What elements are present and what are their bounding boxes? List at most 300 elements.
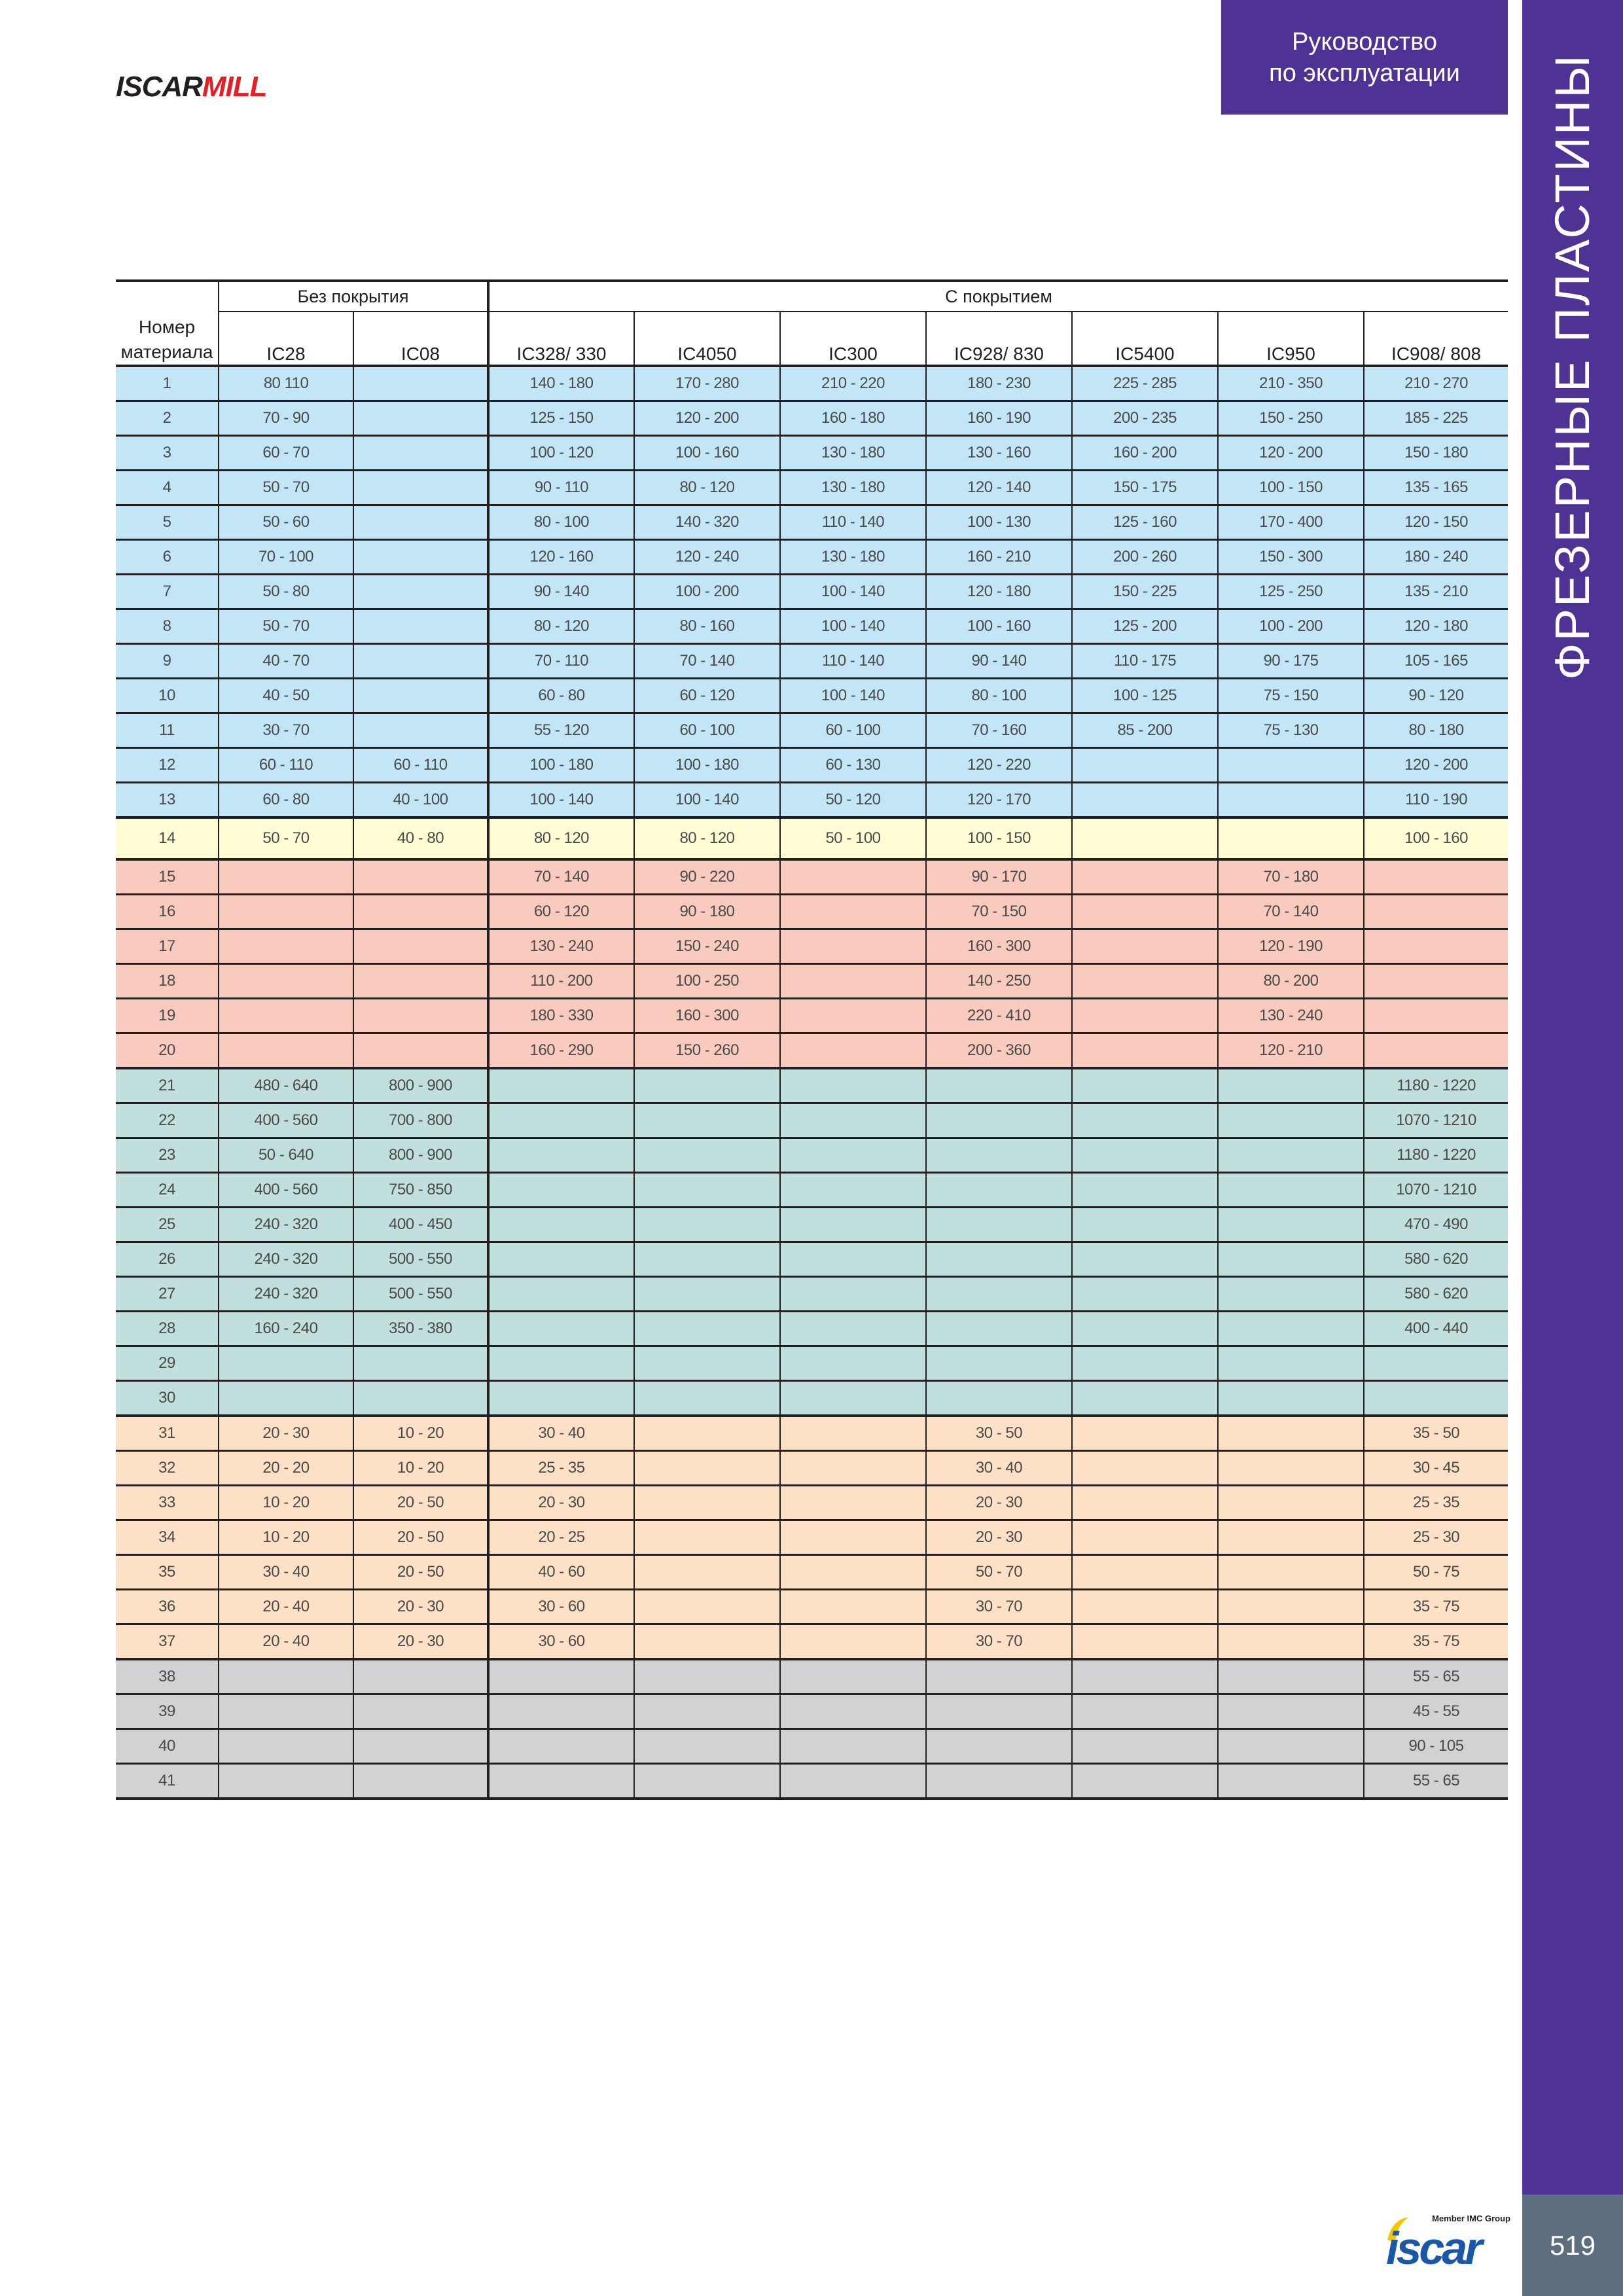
speed-range-cell: 125 - 250 [1218, 575, 1364, 609]
speed-range-cell [219, 1033, 353, 1069]
speed-range-cell: 30 - 40 [926, 1451, 1072, 1486]
speed-range-cell: 135 - 165 [1364, 471, 1508, 505]
material-header-line-1: Номер [138, 317, 196, 337]
speed-range-cell [1072, 1729, 1218, 1764]
speed-range-cell: 50 - 70 [219, 609, 353, 644]
speed-range-cell: 580 - 620 [1364, 1242, 1508, 1277]
material-number-cell: 9 [116, 644, 219, 679]
material-number-cell: 4 [116, 471, 219, 505]
speed-range-cell [1072, 1695, 1218, 1729]
speed-range-cell [1218, 1451, 1364, 1486]
speed-range-cell [780, 1416, 926, 1451]
speed-range-cell [1218, 1659, 1364, 1695]
logo-part-iscar: ISCAR [116, 71, 202, 103]
speed-range-cell: 1070 - 1210 [1364, 1173, 1508, 1208]
table-row [116, 817, 1508, 859]
speed-range-cell: 210 - 350 [1218, 366, 1364, 401]
speed-range-cell [353, 1764, 488, 1799]
speed-range-cell [1364, 999, 1508, 1033]
speed-range-cell [353, 859, 488, 895]
speed-range-cell [634, 1590, 780, 1624]
speed-range-cell: 60 - 80 [219, 783, 353, 818]
speed-range-cell [634, 1695, 780, 1729]
speed-range-cell: 100 - 130 [926, 505, 1072, 540]
table-row [116, 1451, 1508, 1486]
table-row [116, 1173, 1508, 1208]
material-number-cell: 19 [116, 999, 219, 1033]
speed-range-cell: 170 - 400 [1218, 505, 1364, 540]
speed-range-cell [634, 1242, 780, 1277]
speed-range-cell [780, 964, 926, 999]
table-row [116, 575, 1508, 609]
material-number-cell: 37 [116, 1624, 219, 1660]
speed-range-cell: 20 - 30 [353, 1624, 488, 1660]
speed-range-cell [219, 859, 353, 895]
speed-range-cell [1072, 1486, 1218, 1520]
speed-range-cell: 750 - 850 [353, 1173, 488, 1208]
speed-range-cell [353, 1346, 488, 1381]
speed-range-cell: 55 - 120 [488, 713, 634, 748]
speed-range-cell: 75 - 130 [1218, 713, 1364, 748]
material-number-cell: 30 [116, 1381, 219, 1416]
speed-range-cell: 150 - 180 [1364, 436, 1508, 471]
speed-range-cell: 120 - 220 [926, 748, 1072, 783]
speed-range-cell [353, 679, 488, 713]
speed-range-cell [353, 644, 488, 679]
group-coated-header: С покрытием [488, 281, 1508, 312]
guide-line-2: по эксплуатации [1269, 59, 1460, 87]
speed-range-cell [488, 1312, 634, 1346]
speed-range-cell: 160 - 210 [926, 540, 1072, 575]
speed-range-cell: 130 - 180 [780, 471, 926, 505]
speed-range-cell: 50 - 70 [926, 1555, 1072, 1590]
speed-range-cell [780, 1208, 926, 1242]
page-number: 519 [1522, 2195, 1623, 2296]
speed-range-cell: 210 - 220 [780, 366, 926, 401]
speed-range-cell: 40 - 50 [219, 679, 353, 713]
speed-range-cell: 240 - 320 [219, 1277, 353, 1312]
speed-range-cell [780, 1033, 926, 1069]
table-row [116, 964, 1508, 999]
speed-range-cell [780, 929, 926, 964]
speed-range-cell [1072, 1242, 1218, 1277]
speed-range-cell: 100 - 160 [1364, 817, 1508, 859]
speed-range-cell: 90 - 105 [1364, 1729, 1508, 1764]
speed-range-cell: 90 - 110 [488, 471, 634, 505]
speed-range-cell [219, 1729, 353, 1764]
speed-range-cell [1218, 1242, 1364, 1277]
speed-range-cell: 150 - 240 [634, 929, 780, 964]
speed-range-cell: 140 - 180 [488, 366, 634, 401]
material-number-cell: 31 [116, 1416, 219, 1451]
table-row [116, 895, 1508, 929]
speed-range-cell [926, 1346, 1072, 1381]
table-row [116, 929, 1508, 964]
speed-range-cell [1364, 1346, 1508, 1381]
speed-range-cell: 20 - 30 [488, 1486, 634, 1520]
speed-range-cell [353, 471, 488, 505]
speed-range-cell: 20 - 20 [219, 1451, 353, 1486]
material-number-cell: 35 [116, 1555, 219, 1590]
speed-range-cell: 120 - 190 [1218, 929, 1364, 964]
speed-range-cell: 225 - 285 [1072, 366, 1218, 401]
material-number-cell: 39 [116, 1695, 219, 1729]
speed-range-cell: 470 - 490 [1364, 1208, 1508, 1242]
speed-range-cell [1218, 1520, 1364, 1555]
speed-range-cell [780, 895, 926, 929]
speed-range-cell: 70 - 140 [1218, 895, 1364, 929]
iscar-imc-logo [1386, 2214, 1510, 2272]
speed-range-cell: 100 - 140 [488, 783, 634, 818]
table-row [116, 1068, 1508, 1103]
speed-range-cell: 100 - 160 [634, 436, 780, 471]
speed-range-cell: 80 110 [219, 366, 353, 401]
grade-header: IC950 [1218, 312, 1364, 366]
speed-range-cell: 35 - 50 [1364, 1416, 1508, 1451]
speed-range-cell: 90 - 220 [634, 859, 780, 895]
speed-range-cell [1072, 895, 1218, 929]
material-number-cell: 15 [116, 859, 219, 895]
speed-range-cell [1364, 895, 1508, 929]
cutting-speed-table [116, 279, 1508, 1800]
speed-range-cell [926, 1659, 1072, 1695]
speed-range-cell [488, 1138, 634, 1173]
speed-range-cell [1072, 817, 1218, 859]
table-row [116, 471, 1508, 505]
table-row [116, 1624, 1508, 1660]
speed-range-cell: 20 - 25 [488, 1520, 634, 1555]
speed-range-cell [780, 1173, 926, 1208]
material-header-line-2: материала [120, 342, 213, 362]
speed-range-cell [219, 1659, 353, 1695]
table-row [116, 366, 1508, 401]
material-number-cell: 41 [116, 1764, 219, 1799]
speed-range-cell [780, 1729, 926, 1764]
speed-range-cell: 70 - 90 [219, 401, 353, 436]
speed-range-cell [780, 1659, 926, 1695]
speed-range-cell: 700 - 800 [353, 1103, 488, 1138]
material-number-cell: 3 [116, 436, 219, 471]
table-row [116, 1695, 1508, 1729]
speed-range-cell: 50 - 80 [219, 575, 353, 609]
grade-header: IC4050 [634, 312, 780, 366]
speed-range-cell: 30 - 70 [926, 1624, 1072, 1660]
speed-range-cell: 25 - 30 [1364, 1520, 1508, 1555]
speed-range-cell [634, 1659, 780, 1695]
speed-range-cell: 20 - 30 [219, 1416, 353, 1451]
speed-range-cell: 100 - 140 [780, 679, 926, 713]
speed-range-cell: 70 - 150 [926, 895, 1072, 929]
material-number-cell: 27 [116, 1277, 219, 1312]
material-number-cell: 32 [116, 1451, 219, 1486]
speed-range-cell [488, 1695, 634, 1729]
grade-header: IC5400 [1072, 312, 1218, 366]
speed-range-cell: 500 - 550 [353, 1277, 488, 1312]
speed-range-cell: 150 - 300 [1218, 540, 1364, 575]
speed-range-cell: 240 - 320 [219, 1208, 353, 1242]
speed-range-cell: 150 - 225 [1072, 575, 1218, 609]
speed-range-cell: 90 - 120 [1364, 679, 1508, 713]
speed-range-cell: 40 - 80 [353, 817, 488, 859]
speed-range-cell [1218, 1695, 1364, 1729]
speed-range-cell: 80 - 120 [488, 817, 634, 859]
speed-range-cell: 10 - 20 [219, 1486, 353, 1520]
speed-range-cell [634, 1451, 780, 1486]
speed-range-cell [1072, 1173, 1218, 1208]
speed-range-cell [780, 859, 926, 895]
speed-range-cell [1218, 1764, 1364, 1799]
speed-range-cell [634, 1555, 780, 1590]
speed-range-cell: 150 - 175 [1072, 471, 1218, 505]
speed-range-cell [488, 1208, 634, 1242]
speed-range-cell: 30 - 45 [1364, 1451, 1508, 1486]
speed-range-cell: 120 - 210 [1218, 1033, 1364, 1069]
material-number-header [116, 281, 219, 366]
speed-range-cell: 350 - 380 [353, 1312, 488, 1346]
speed-range-cell [780, 1138, 926, 1173]
speed-range-cell [1218, 1624, 1364, 1660]
speed-range-cell [780, 1695, 926, 1729]
table-row [116, 1486, 1508, 1520]
speed-range-cell: 110 - 175 [1072, 644, 1218, 679]
speed-range-cell: 50 - 70 [219, 471, 353, 505]
speed-range-cell [353, 1729, 488, 1764]
table-row [116, 859, 1508, 895]
speed-range-cell: 220 - 410 [926, 999, 1072, 1033]
speed-range-cell: 40 - 100 [353, 783, 488, 818]
speed-range-cell [353, 1033, 488, 1069]
speed-range-cell: 800 - 900 [353, 1138, 488, 1173]
speed-range-cell: 50 - 60 [219, 505, 353, 540]
speed-range-cell: 20 - 50 [353, 1555, 488, 1590]
speed-range-cell [926, 1173, 1072, 1208]
speed-range-cell: 50 - 640 [219, 1138, 353, 1173]
speed-range-cell [1218, 1312, 1364, 1346]
speed-range-cell: 100 - 140 [780, 609, 926, 644]
speed-range-cell [1072, 783, 1218, 818]
speed-range-cell [1218, 1173, 1364, 1208]
table-row [116, 1103, 1508, 1138]
speed-range-cell: 110 - 190 [1364, 783, 1508, 818]
material-number-cell: 25 [116, 1208, 219, 1242]
speed-range-cell: 130 - 180 [780, 436, 926, 471]
speed-range-cell [634, 1416, 780, 1451]
speed-range-cell [926, 1208, 1072, 1242]
speed-range-cell: 80 - 200 [1218, 964, 1364, 999]
speed-range-cell: 35 - 75 [1364, 1624, 1508, 1660]
speed-range-cell: 1070 - 1210 [1364, 1103, 1508, 1138]
speed-range-cell: 90 - 140 [488, 575, 634, 609]
speed-range-cell: 30 - 60 [488, 1624, 634, 1660]
iscar-wordmark: iscar [1386, 2223, 1480, 2274]
speed-range-cell [926, 1103, 1072, 1138]
speed-range-cell: 130 - 160 [926, 436, 1072, 471]
speed-range-cell: 1180 - 1220 [1364, 1068, 1508, 1103]
speed-range-cell: 125 - 160 [1072, 505, 1218, 540]
speed-range-cell [926, 1729, 1072, 1764]
speed-range-cell [1072, 1312, 1218, 1346]
speed-range-cell [1072, 1068, 1218, 1103]
speed-range-cell [1072, 1764, 1218, 1799]
speed-range-cell: 40 - 70 [219, 644, 353, 679]
speed-range-cell: 160 - 180 [780, 401, 926, 436]
material-number-cell: 38 [116, 1659, 219, 1695]
speed-range-cell: 10 - 20 [219, 1520, 353, 1555]
material-number-cell: 10 [116, 679, 219, 713]
speed-range-cell: 80 - 120 [634, 471, 780, 505]
speed-range-cell: 30 - 60 [488, 1590, 634, 1624]
material-number-cell: 28 [116, 1312, 219, 1346]
speed-range-cell [1072, 1103, 1218, 1138]
speed-range-cell: 130 - 180 [780, 540, 926, 575]
speed-range-cell [634, 1486, 780, 1520]
speed-range-cell: 10 - 20 [353, 1416, 488, 1451]
material-number-cell: 18 [116, 964, 219, 999]
material-number-cell: 5 [116, 505, 219, 540]
speed-range-cell: 100 - 200 [634, 575, 780, 609]
material-number-cell: 1 [116, 366, 219, 401]
speed-range-cell: 50 - 100 [780, 817, 926, 859]
guide-line-1: Руководство [1291, 27, 1438, 56]
speed-range-cell: 30 - 50 [926, 1416, 1072, 1451]
speed-range-cell: 60 - 110 [353, 748, 488, 783]
speed-range-cell [353, 401, 488, 436]
table-row [116, 505, 1508, 540]
speed-range-cell: 110 - 200 [488, 964, 634, 999]
speed-range-cell: 20 - 40 [219, 1590, 353, 1624]
speed-range-cell: 80 - 120 [488, 609, 634, 644]
speed-range-cell: 125 - 200 [1072, 609, 1218, 644]
speed-range-cell [1072, 1624, 1218, 1660]
table-body [116, 366, 1508, 1799]
material-number-cell: 29 [116, 1346, 219, 1381]
iscar-mill-logo [116, 71, 267, 103]
table-row [116, 1208, 1508, 1242]
speed-range-cell: 20 - 30 [926, 1520, 1072, 1555]
speed-range-cell: 120 - 180 [1364, 609, 1508, 644]
speed-range-cell [1072, 1590, 1218, 1624]
speed-range-cell [1218, 1486, 1364, 1520]
speed-range-cell: 130 - 240 [488, 929, 634, 964]
speed-range-cell [353, 964, 488, 999]
material-number-cell: 6 [116, 540, 219, 575]
speed-range-cell [1072, 859, 1218, 895]
speed-range-cell: 20 - 50 [353, 1486, 488, 1520]
speed-range-cell: 580 - 620 [1364, 1277, 1508, 1312]
material-number-cell: 12 [116, 748, 219, 783]
material-number-cell: 22 [116, 1103, 219, 1138]
speed-range-cell [1364, 1033, 1508, 1069]
speed-range-cell [1072, 929, 1218, 964]
speed-range-cell [1218, 1068, 1364, 1103]
speed-range-cell [780, 1486, 926, 1520]
speed-range-cell: 20 - 40 [219, 1624, 353, 1660]
speed-range-cell: 100 - 160 [926, 609, 1072, 644]
speed-range-cell: 185 - 225 [1364, 401, 1508, 436]
table-row [116, 1590, 1508, 1624]
speed-range-cell [634, 1381, 780, 1416]
speed-range-cell [488, 1242, 634, 1277]
side-section-title: ФРЕЗЕРНЫЕ ПЛАСТИНЫ [1545, 53, 1599, 680]
speed-range-cell: 70 - 160 [926, 713, 1072, 748]
speed-range-cell: 120 - 140 [926, 471, 1072, 505]
speed-range-cell: 120 - 170 [926, 783, 1072, 818]
table-row [116, 748, 1508, 783]
speed-range-cell [353, 713, 488, 748]
speed-range-cell [1218, 783, 1364, 818]
speed-range-cell: 70 - 140 [634, 644, 780, 679]
logo-part-mill: MILL [202, 71, 267, 103]
speed-range-cell: 50 - 70 [219, 817, 353, 859]
table-row [116, 999, 1508, 1033]
speed-range-cell: 80 - 100 [488, 505, 634, 540]
table-row [116, 1138, 1508, 1173]
grade-header: IC08 [353, 312, 488, 366]
speed-range-cell [780, 1346, 926, 1381]
speed-range-cell [353, 895, 488, 929]
table-row [116, 540, 1508, 575]
speed-range-cell: 90 - 140 [926, 644, 1072, 679]
table-row [116, 1520, 1508, 1555]
speed-range-cell: 30 - 40 [488, 1416, 634, 1451]
speed-range-cell: 20 - 30 [926, 1486, 1072, 1520]
speed-range-cell: 400 - 450 [353, 1208, 488, 1242]
speed-range-cell [1072, 1520, 1218, 1555]
speed-range-cell: 35 - 75 [1364, 1590, 1508, 1624]
speed-range-cell [926, 1242, 1072, 1277]
material-number-cell: 13 [116, 783, 219, 818]
speed-range-cell: 100 - 140 [634, 783, 780, 818]
speed-range-cell: 200 - 235 [1072, 401, 1218, 436]
speed-range-cell [1072, 1659, 1218, 1695]
speed-range-cell: 200 - 260 [1072, 540, 1218, 575]
speed-range-cell [1072, 1555, 1218, 1590]
speed-range-cell [634, 1520, 780, 1555]
speed-range-cell [634, 1764, 780, 1799]
grade-header: IC328/ 330 [488, 312, 634, 366]
grade-header: IC300 [780, 312, 926, 366]
speed-range-cell: 45 - 55 [1364, 1695, 1508, 1729]
speed-range-cell [1072, 1381, 1218, 1416]
material-number-cell: 16 [116, 895, 219, 929]
speed-range-cell [926, 1138, 1072, 1173]
speed-range-cell [634, 1208, 780, 1242]
speed-range-cell: 60 - 80 [488, 679, 634, 713]
speed-range-cell: 100 - 150 [926, 817, 1072, 859]
group-uncoated-header: Без покрытия [219, 281, 488, 312]
speed-range-cell [219, 1695, 353, 1729]
speed-range-cell [488, 1764, 634, 1799]
material-number-cell: 17 [116, 929, 219, 964]
speed-range-cell: 150 - 250 [1218, 401, 1364, 436]
speed-range-cell: 80 - 180 [1364, 713, 1508, 748]
table-row [116, 1416, 1508, 1451]
speed-range-cell [780, 1590, 926, 1624]
speed-range-cell [1218, 1590, 1364, 1624]
speed-range-cell [926, 1068, 1072, 1103]
speed-range-cell: 400 - 560 [219, 1103, 353, 1138]
speed-range-cell [1072, 748, 1218, 783]
speed-range-cell: 70 - 140 [488, 859, 634, 895]
speed-range-cell: 200 - 360 [926, 1033, 1072, 1069]
speed-range-cell [780, 1312, 926, 1346]
speed-range-cell [634, 1103, 780, 1138]
table-row [116, 644, 1508, 679]
speed-range-cell [488, 1729, 634, 1764]
speed-range-cell [1218, 817, 1364, 859]
speed-range-cell [488, 1103, 634, 1138]
speed-range-cell [1364, 929, 1508, 964]
